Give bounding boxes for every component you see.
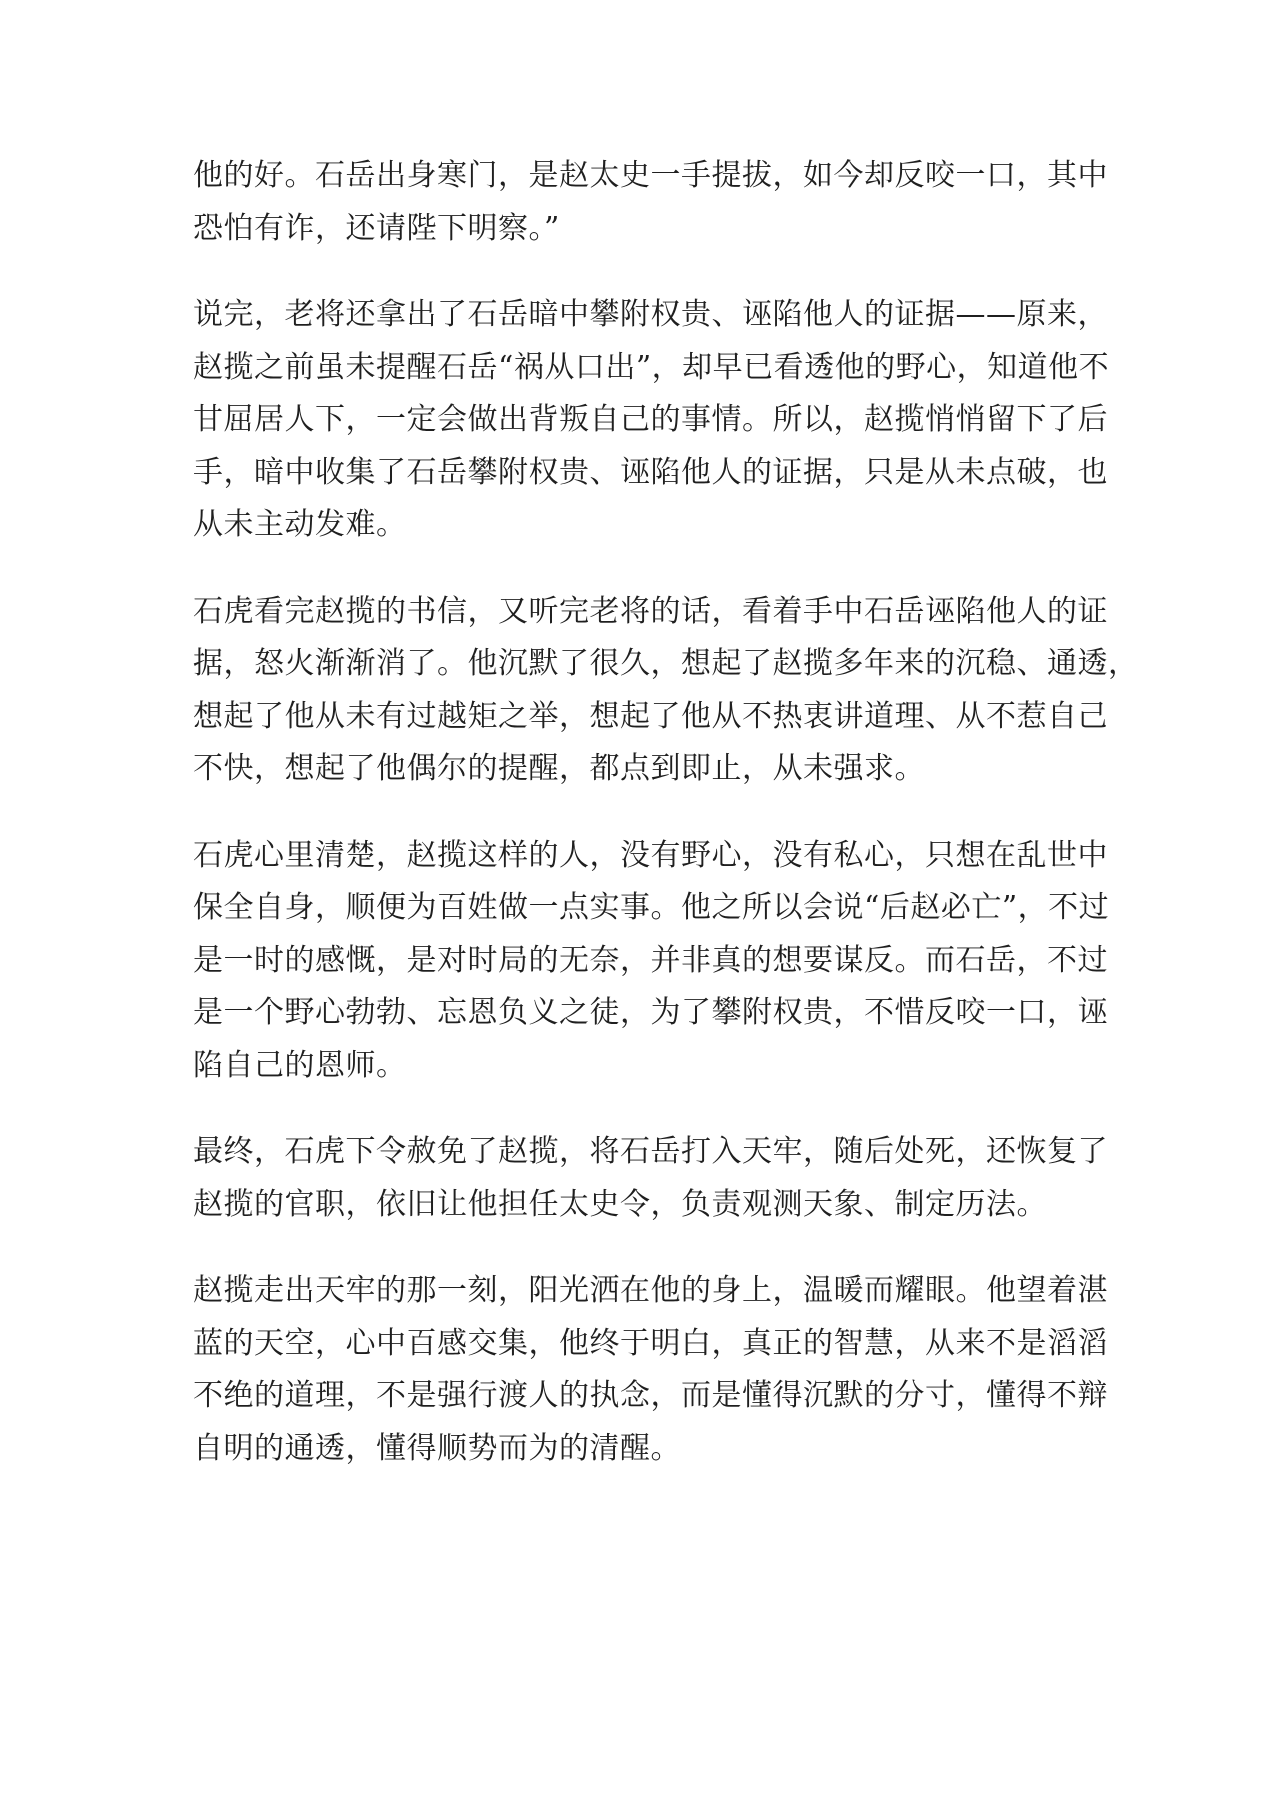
text-line: 不绝的道理，不是强行渡人的执念，而是懂得沉默的分寸，懂得不辩 — [193, 1378, 1108, 1413]
text-line: 赵揽走出天牢的那一刻，阳光洒在他的身上，温暖而耀眼。他望着湛 — [193, 1273, 1108, 1308]
text-line: 蓝的天空，心中百感交集，他终于明白，真正的智慧，从来不是滔滔 — [193, 1325, 1108, 1361]
text-line: 保全自身，顺便为百姓做一点实事。他之所以会说“后赵必亡”，不过 — [193, 890, 1110, 925]
text-line: 他的好。石岳出身寒门，是赵太史一手提拔，如今却反咬一口，其中 — [193, 158, 1108, 193]
text-line: 甘屈居人下，一定会做出背叛自己的事情。所以，赵揽悄悄留下了后 — [193, 402, 1108, 437]
text-line: 赵揽的官职，依旧让他担任太史令，负责观测天象、制定历法。 — [193, 1186, 1047, 1222]
body-text — [193, 150, 1139, 1509]
text-line: 石虎看完赵揽的书信，又听完老将的话，看着手中石岳诬陷他人的证 — [193, 593, 1108, 629]
text-line: 陷自己的恩师。 — [193, 1047, 407, 1083]
text-line: 说完，老将还拿出了石岳暗中攀附权贵、诬陷他人的证据——原来， — [193, 297, 1108, 332]
text-line: 自明的通透，懂得顺势而为的清醒。 — [193, 1430, 681, 1466]
text-line: 是一时的感慨，是对时局的无奈，并非真的想要谋反。而石岳，不过 — [193, 942, 1108, 978]
paragraph-4 — [193, 830, 1110, 1093]
paragraph-2 — [193, 289, 1110, 552]
text-line: 赵揽之前虽未提醒石岳“祸从口出”，却早已看透他的野心，知道他不 — [193, 349, 1110, 385]
paragraph-6 — [193, 1265, 1108, 1475]
text-line: 手，暗中收集了石岳攀附权贵、诬陷他人的证据，只是从未点破，也 — [193, 454, 1108, 490]
paragraph-1 — [193, 150, 1108, 255]
text-line: 最终，石虎下令赦免了赵揽，将石岳打入天牢，随后处死，还恢复了 — [193, 1134, 1108, 1169]
text-line: 石虎心里清楚，赵揽这样的人，没有野心，没有私心，只想在乱世中 — [193, 837, 1108, 873]
text-line: 不快，想起了他偶尔的提醒，都点到即止，从未强求。 — [193, 751, 925, 786]
paragraph-5 — [193, 1126, 1108, 1231]
text-line: 从未主动发难。 — [193, 507, 407, 542]
text-line: 是一个野心勃勃、忘恩负义之徒，为了攀附权贵，不惜反咬一口，诬 — [193, 995, 1108, 1030]
paragraph-3 — [193, 586, 1139, 796]
text-line: 想起了他从未有过越矩之举，想起了他从不热衷讲道理、从不惹自己 — [193, 698, 1108, 734]
text-line: 恐怕有诈，还请陛下明察。” — [193, 210, 560, 246]
text-line: 据，怒火渐渐消了。他沉默了很久，想起了赵揽多年来的沉稳、通透， — [193, 646, 1139, 681]
